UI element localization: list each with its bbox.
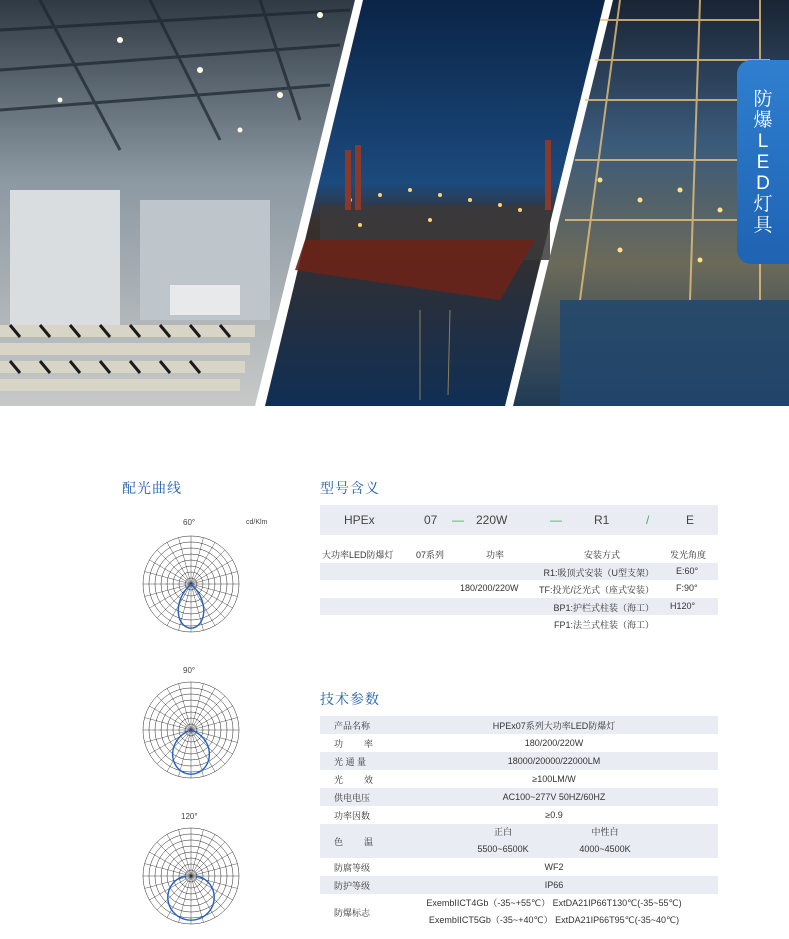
code-series: HPEx [344,513,375,527]
tech-label: 供电电压 [334,792,371,803]
explosion-values [390,895,718,929]
tab-char: 具 [753,214,773,236]
tab-char: D [756,172,770,194]
tech-label: 光 效 [334,774,380,785]
tech-label: 产品名称 [334,720,371,731]
col-mount: 安装方式 [584,550,621,560]
polar-grid-spoke [191,876,237,888]
code-dash: — [452,513,464,527]
model-angle-cell: E:60° [676,565,699,576]
tech-value: ≥0.9 [545,810,563,820]
polar-grid-spoke [167,730,191,772]
hero-photo-collage [0,0,789,406]
model-row [320,598,718,616]
curve-angle-label: 90° [183,666,196,675]
tab-char: 爆 [753,109,773,131]
tech-value: 18000/20000/22000LM [507,756,601,766]
tech-row [320,858,718,876]
polar-grid-spoke [167,876,191,918]
col-product: 大功率LED防爆灯 [322,550,394,560]
tech-row-color-temp [320,824,718,858]
polar-grid-spoke [145,730,191,742]
tech-value: WF2 [544,862,564,872]
polar-grid-spoke [179,830,191,876]
tech-row [320,716,718,734]
model-meaning-table [320,545,718,633]
code-number: 07 [424,513,438,527]
polar-grid-spoke [191,572,237,584]
col-angle: 发光角度 [670,550,707,560]
polar-curve-90 [126,676,256,786]
polar-grid-spoke [191,696,225,730]
tech-label: 功 率 [334,738,380,749]
tech-heading: 技术参数 [320,691,380,707]
curve-angle-label: 60° [183,518,196,527]
polar-grid-spoke [145,864,191,876]
tech-label: 防护等级 [334,880,371,891]
polar-grid-spoke [191,830,203,876]
tech-value: 180/200/220W [524,738,584,748]
tech-row [320,806,718,824]
polar-grid-spoke [191,550,225,584]
model-mount-cell: TF:投光/泛光式（座式安装） [539,585,654,595]
polar-grid-spoke [179,538,191,584]
tech-value: ≥100LM/W [532,774,576,784]
polar-grid-spoke [191,718,237,730]
polar-grid-spoke [167,834,191,876]
polar-grid-spoke [145,584,191,596]
polar-grid-spoke [145,876,191,888]
model-mount-cell: BP1:护栏式柱装（海工） [553,602,654,613]
tech-value: HPEx07系列大功率LED防爆灯 [492,720,616,731]
model-mount-cell: R1:吸顶式安装（U型支架） [543,567,654,578]
model-row [320,580,718,598]
tech-row [320,876,718,894]
polar-curve-120 [126,822,256,932]
tech-row [320,788,718,806]
curve-angle-label: 120° [181,812,198,821]
code-mount: R1 [594,513,610,527]
polar-grid-spoke [191,538,203,584]
tab-char: 防 [753,88,773,110]
model-heading: 型号含义 [320,480,380,496]
tech-value: AC100~277V 50HZ/60HZ [502,792,606,802]
model-angle-cell: F:90° [676,583,698,593]
tech-row [320,770,718,788]
neutral-white-value: 4000~4500K [579,844,631,854]
polar-grid-spoke [191,684,203,730]
model-code-bar [320,505,718,535]
color-temp-values [390,824,718,858]
tech-row [320,734,718,752]
tech-label: 防腐等级 [334,862,371,873]
polar-grid-spoke [149,706,191,730]
code-slash: / [646,513,650,527]
tech-label: 功率因数 [334,810,371,821]
polar-grid-spoke [191,852,233,876]
tab-char: 灯 [753,193,773,215]
polar-grid-spoke [191,876,215,918]
tech-params-table [320,716,718,930]
code-dash: — [550,513,562,527]
polar-grid-spoke [157,842,191,876]
polar-grid-spoke [191,560,233,584]
tech-label: 光 通 量 [334,756,367,767]
code-angle: E [686,513,695,527]
model-power-cell: 180/200/220W [460,583,519,593]
tab-char: E [756,151,770,173]
tech-row-explosion [320,894,718,930]
hero-banner [0,0,789,406]
polar-grid-spoke [179,876,191,922]
curve-unit-label: cd/Klm [246,519,268,526]
neutral-white-label: 中性白 [591,827,619,837]
col-power: 功率 [486,550,505,560]
model-angle-cell: H120° [670,600,696,611]
tech-row [320,752,718,770]
model-mount-cell: FP1:法兰式柱装（海工） [553,620,654,630]
tech-value: IP66 [544,880,564,890]
polar-grid-spoke [191,584,237,596]
model-row [320,615,718,633]
polar-grid-spoke [191,876,203,922]
cold-white-label: 正白 [493,827,512,837]
polar-grid-spoke [157,550,191,584]
explosion-line: ExembIICT4Gb（-35~+55℃） ExtDA21IP66T130℃(-35~55℃) [426,898,682,908]
tech-label: 防爆标志 [334,907,371,918]
polar-grid-spoke [179,684,191,730]
polar-grid-spoke [191,864,237,876]
product-category-tab [737,60,789,264]
curves-heading: 配光曲线 [122,480,182,496]
polar-curve-60 [126,530,256,640]
polar-grid-spoke [149,852,191,876]
polar-grid-spoke [191,730,215,772]
polar-grid-spoke [145,718,191,730]
model-row [320,563,718,581]
polar-grid-spoke [157,876,191,910]
polar-grid-spoke [149,560,191,584]
polar-grid-spoke [191,706,233,730]
polar-grid-spoke [191,842,225,876]
polar-grid-spoke [167,542,191,584]
polar-grid-spoke [145,572,191,584]
polar-grid-spoke [191,730,237,742]
polar-grid-spoke [191,584,233,608]
polar-grid-spoke [191,688,215,730]
tech-label: 色 温 [334,836,380,847]
code-power: 220W [476,513,508,527]
tab-char: L [757,130,769,152]
model-header-row [320,545,718,563]
polar-grid-spoke [167,688,191,730]
explosion-line: ExembIICT5Gb（-35~+40℃） ExtDA21IP66T95℃(-35~40℃) [428,915,680,925]
polar-grid-spoke [157,696,191,730]
col-series: 07系列 [416,550,445,560]
polar-grid-spoke [191,542,215,584]
polar-grid-spoke [191,834,215,876]
polar-grid-spoke [149,584,191,608]
cold-white-value: 5500~6500K [477,844,529,854]
polar-grid-spoke [191,876,225,910]
